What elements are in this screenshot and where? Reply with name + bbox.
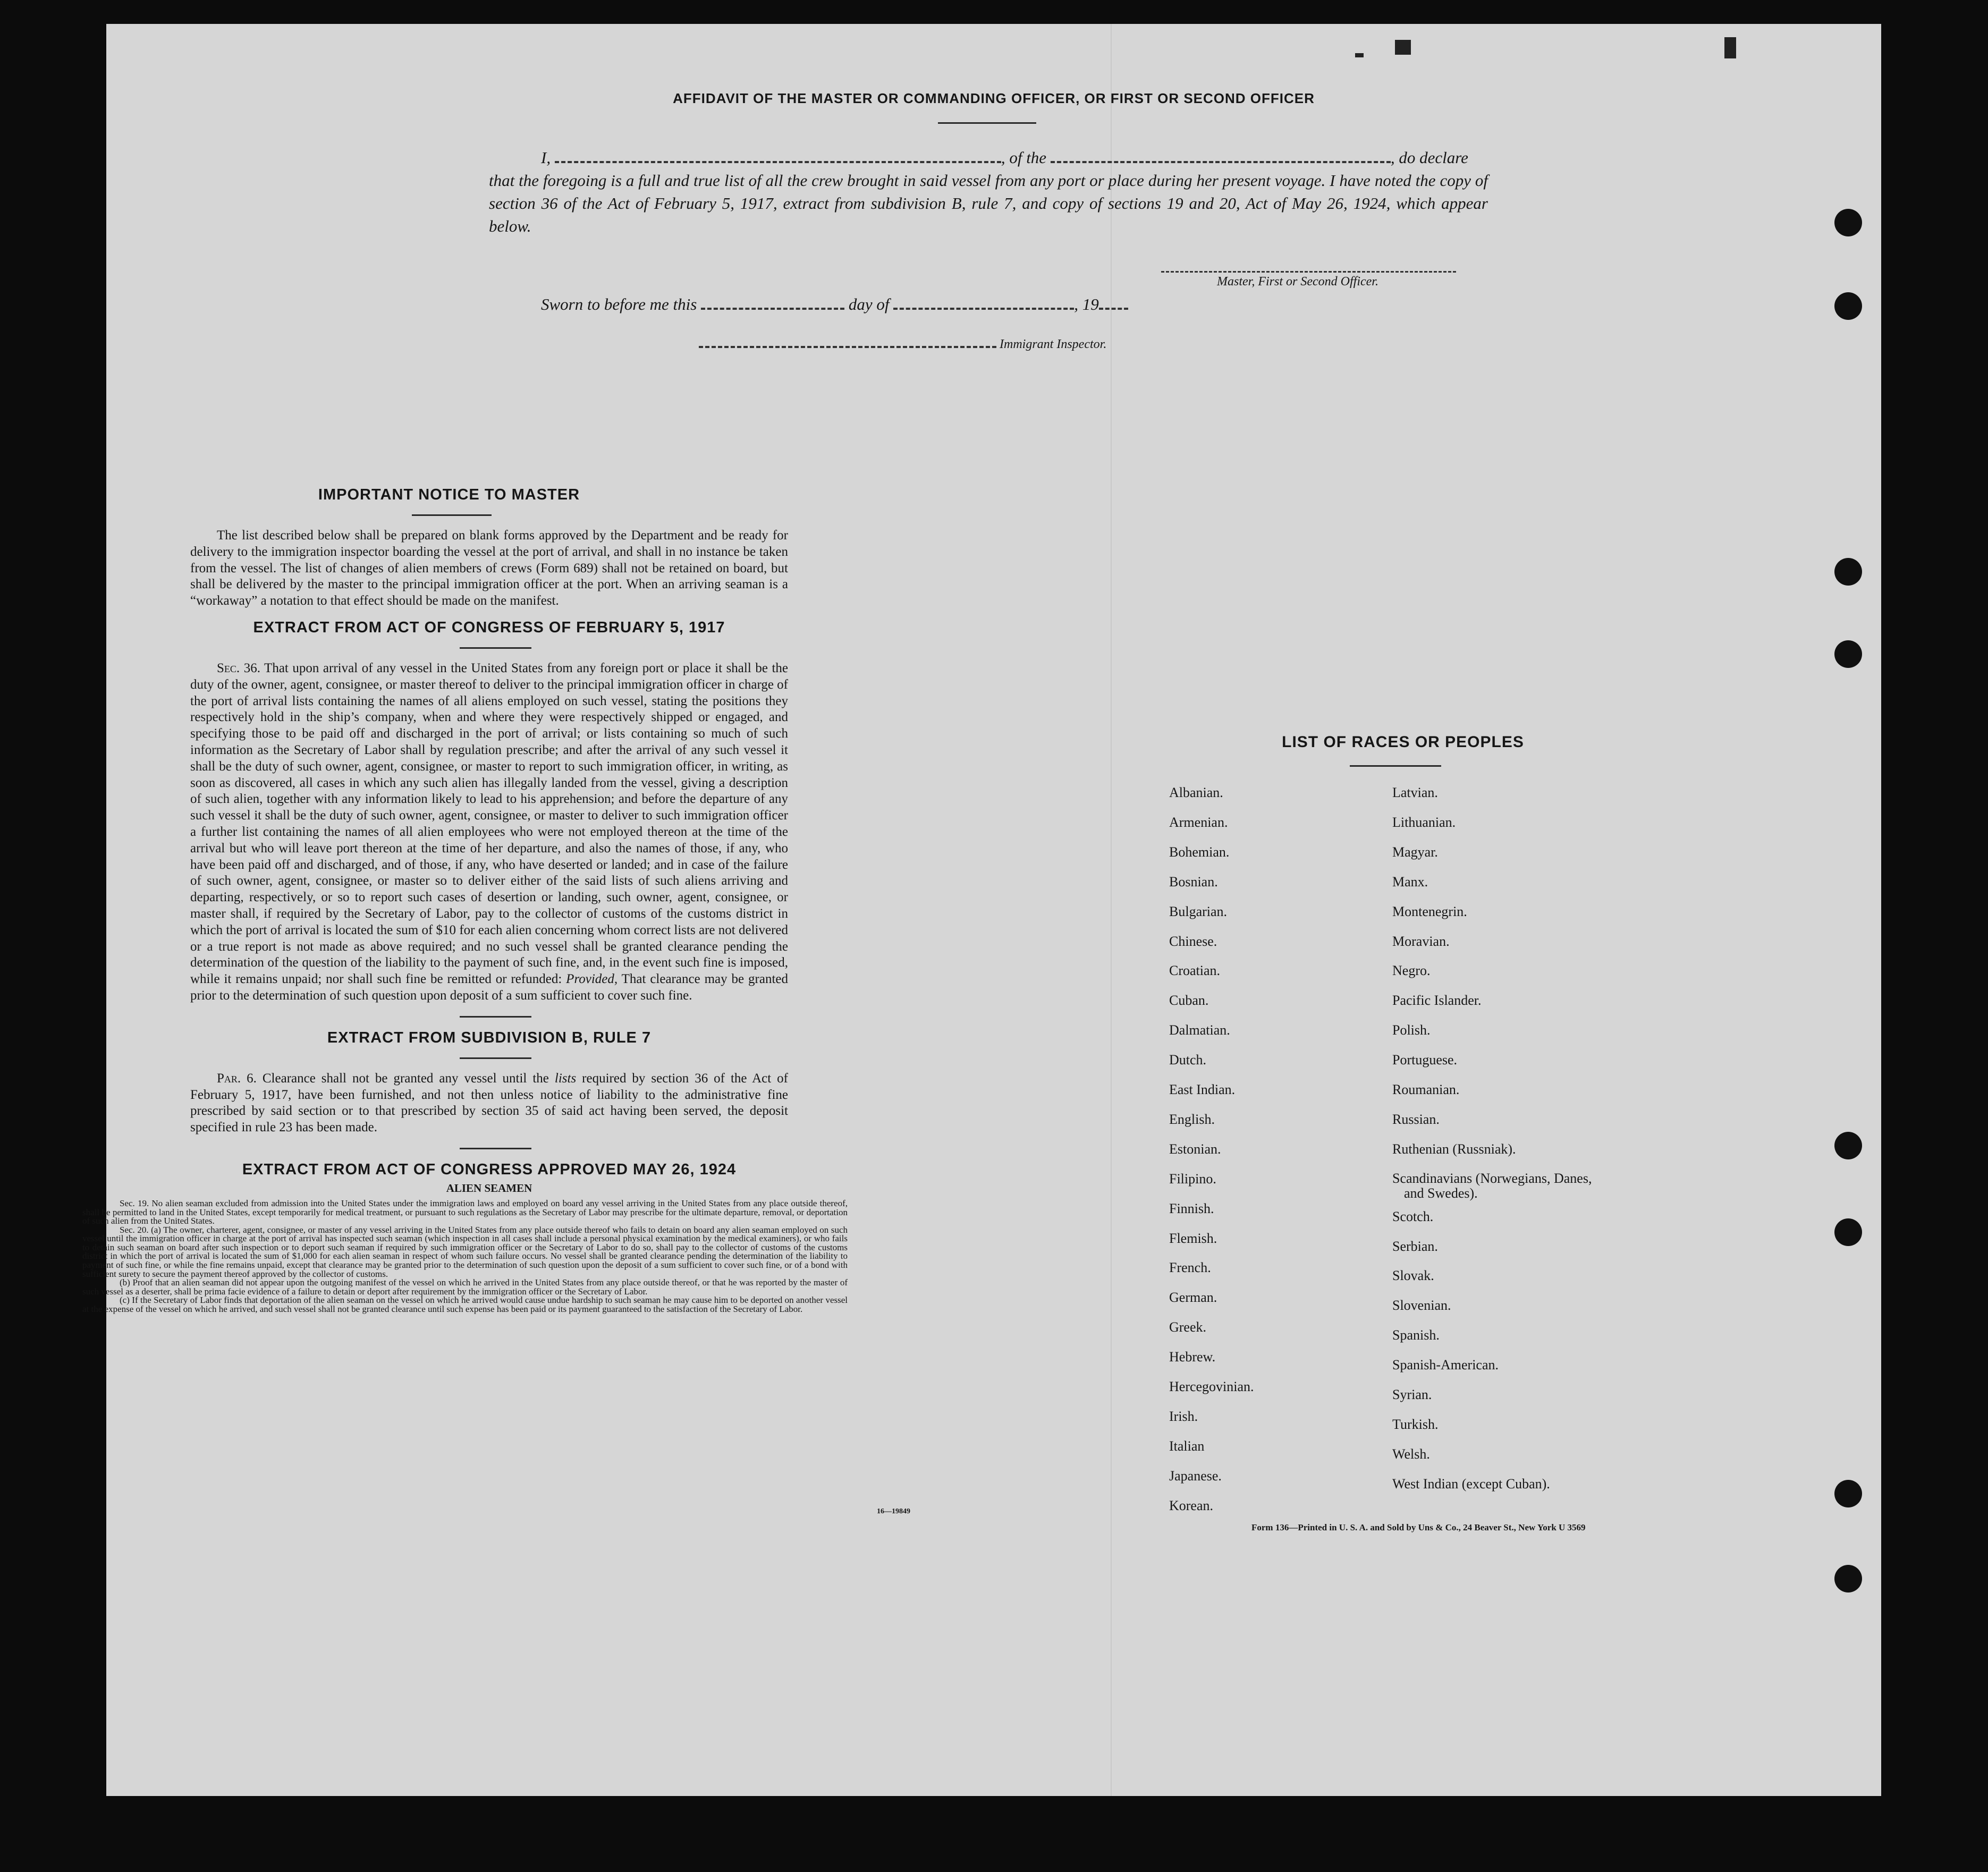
race-item: Estonian. bbox=[1169, 1141, 1221, 1157]
race-item: German. bbox=[1169, 1290, 1217, 1306]
sworn-month-blank[interactable] bbox=[893, 307, 1074, 310]
par-6-text-end: required by section 36 of the Act of February 5, 1917, have been furnished, and not then unless notice of liability to the administrative fine prescribed by said section or to that prescribed by section 35 of said act having been served, the deposit specified in rule 23 has been made. bbox=[190, 1071, 789, 1135]
extract-1924-title: EXTRACT FROM ACT OF CONGRESS APPROVED MAY 26, 1924 bbox=[242, 1161, 737, 1178]
binder-hole bbox=[1834, 1218, 1862, 1246]
sec-19-text: Sec. 19. No alien seaman excluded from admission into the United States under the immigration laws and employed on board any vessel arriving in the United States from any place outside thereof, shall be permitted to land in the United States, except temporarily for medical treatment, or pursuant to such regulations as the Secretary of Labor may prescribe for the ultimate departure, removal, or deportation of such alien from the United States. bbox=[82, 1198, 848, 1226]
par-6-text: Clearance shall not be granted any vessel until the bbox=[262, 1071, 549, 1086]
race-item: Cuban. bbox=[1169, 993, 1209, 1009]
races-rule bbox=[1350, 765, 1441, 767]
sec-20a-text: Sec. 20. (a) The owner, charterer, agent, consignee, or master of any vessel arriving in the United States from any place outside thereof who fails to detain on board any alien seaman employed on such vessel until the immigration officer in charge at the port of arrival has inspected such seaman (which inspection in all cases shall include a personal physical examination by the medical examiners), or who fails to detain such seaman on board after such inspection or to deport such seaman if required by such immigration officer or the Secretary of Labor to do so, shall pay to the collector of customs of the customs district in which the port of arrival is located the sum of $1,000 for each alien seaman in respect of whom such failure occurs. No vessel shall be granted clearance pending the determination of the liability to payment of such fine, or while the fine remains unpaid, except that clearance may be granted prior to the determination of such question upon the deposit of a sum sufficient to cover such fine, or of a bond with sufficient surety to secure the payment thereof approved by the collector of customs. bbox=[82, 1224, 848, 1279]
race-item: Chinese. bbox=[1169, 933, 1217, 949]
race-item: Slovak. bbox=[1392, 1268, 1434, 1284]
race-item: Albanian. bbox=[1169, 785, 1223, 800]
race-item: Syrian. bbox=[1392, 1387, 1432, 1403]
alien-seamen-subtitle: ALIEN SEAMEN bbox=[446, 1181, 532, 1195]
page-fold bbox=[1111, 24, 1112, 1796]
binder-hole bbox=[1834, 558, 1862, 586]
binder-hole bbox=[1834, 1480, 1862, 1507]
print-code: 16—19849 bbox=[877, 1507, 910, 1515]
race-item: Greek. bbox=[1169, 1319, 1207, 1335]
form-note: Form 136—Printed in U. S. A. and Sold by Uns & Co., 24 Beaver St., New York U 3569 bbox=[1251, 1522, 1586, 1532]
race-item: Magyar. bbox=[1392, 844, 1438, 860]
race-item: Irish. bbox=[1169, 1408, 1198, 1424]
sworn-day-blank[interactable] bbox=[701, 307, 844, 310]
legal-column bbox=[82, 486, 874, 1315]
sec-20c-text: (c) If the Secretary of Labor finds that deportation of the alien seaman on the vessel on which he arrived would cause undue hardship to such seaman he may cause him to be deported on another vessel at the expense of the vessel on which he arrived, and such vessel shall not be granted clearance until such expense has been paid or its payment guaranteed to the satisfaction of the Secretary of Labor. bbox=[82, 1295, 848, 1315]
speck bbox=[1395, 40, 1411, 55]
extract-1924-top-rule bbox=[460, 1148, 531, 1149]
rule-7-title: EXTRACT FROM SUBDIVISION B, RULE 7 bbox=[327, 1029, 652, 1046]
extract-1917-body bbox=[190, 660, 788, 1004]
race-item: Latvian. bbox=[1392, 785, 1438, 800]
race-item: Filipino. bbox=[1169, 1171, 1216, 1187]
extract-rule-top bbox=[460, 1016, 531, 1018]
race-item: Hebrew. bbox=[1169, 1349, 1216, 1365]
declare-label: , do declare bbox=[1390, 148, 1468, 167]
extract-1917-rule bbox=[460, 647, 531, 649]
race-item: Flemish. bbox=[1169, 1230, 1217, 1246]
of-the-label: , of the bbox=[1001, 148, 1047, 167]
race-item: Portuguese. bbox=[1392, 1052, 1458, 1068]
sworn-prefix: Sworn to before me this bbox=[541, 295, 697, 314]
race-item: Bulgarian. bbox=[1169, 903, 1228, 919]
race-item: Korean. bbox=[1169, 1497, 1214, 1513]
inspector-line bbox=[699, 337, 1106, 352]
title-rule bbox=[938, 122, 1036, 124]
affidavit-body bbox=[489, 146, 1488, 238]
sworn-day-label: day of bbox=[848, 295, 890, 314]
races-title: LIST OF RACES OR PEOPLES bbox=[1282, 733, 1524, 751]
speck bbox=[1724, 37, 1736, 58]
race-item: Scotch. bbox=[1392, 1208, 1434, 1224]
provided-word: Provided, bbox=[566, 972, 618, 987]
inspector-blank[interactable] bbox=[699, 345, 996, 348]
race-item: Scandinavians (Norwegians, Danes, and Swedes). bbox=[1392, 1170, 1592, 1201]
sworn-year-blank[interactable] bbox=[1099, 307, 1128, 310]
binder-hole bbox=[1834, 640, 1862, 668]
sec-20b-text: (b) Proof that an alien seaman did not appear upon the outgoing manifest of the vessel on which he arrived in the United States from any place outside thereof, or that he was reported by the master of such vessel as a deserter, shall be prima facie evidence of a failure to detain or deport after requirement by the immigration officer or the Secretary of Labor. bbox=[82, 1277, 848, 1297]
race-item: Montenegrin. bbox=[1392, 903, 1467, 919]
sworn-year-label: , 19 bbox=[1074, 295, 1099, 314]
extract-1917-title: EXTRACT FROM ACT OF CONGRESS OF FEBRUARY 5, 1917 bbox=[253, 619, 725, 636]
race-item: Bohemian. bbox=[1169, 844, 1230, 860]
affidavit-title: AFFIDAVIT OF THE MASTER OR COMMANDING OFFICER, OR FIRST OR SECOND OFFICER bbox=[673, 90, 1315, 106]
race-item: Croatian. bbox=[1169, 963, 1221, 979]
speck bbox=[1355, 53, 1364, 57]
race-item: West Indian (except Cuban). bbox=[1392, 1476, 1550, 1492]
race-item: East Indian. bbox=[1169, 1082, 1236, 1097]
race-item: Bosnian. bbox=[1169, 874, 1218, 890]
lists-word: lists bbox=[554, 1071, 577, 1086]
declarant-line bbox=[489, 146, 1488, 169]
binder-hole bbox=[1834, 1565, 1862, 1593]
race-item: Moravian. bbox=[1392, 933, 1450, 949]
declaration-text: that the foregoing is a full and true list of all the crew brought in said vessel from any port or place during her present voyage. I have noted the copy of section 36 of the Act of February 5, 1917, extract from subdivision B, rule 7, and copy of sections 19 and 20, Act of May 26, 1924, which appear below. bbox=[489, 171, 1488, 235]
race-item: Lithuanian. bbox=[1392, 814, 1456, 830]
rule-7-body bbox=[190, 1071, 788, 1136]
race-item: Spanish-American. bbox=[1392, 1357, 1499, 1373]
race-item: Welsh. bbox=[1392, 1446, 1430, 1462]
name-blank[interactable] bbox=[555, 160, 1001, 163]
sec-36-label: Sec. 36. bbox=[217, 660, 260, 675]
race-item: Turkish. bbox=[1392, 1416, 1439, 1432]
extract-1924-body bbox=[82, 1199, 848, 1314]
race-item: Italian bbox=[1169, 1438, 1205, 1454]
race-item: French. bbox=[1169, 1260, 1211, 1276]
race-item: Spanish. bbox=[1392, 1327, 1440, 1343]
race-item: Armenian. bbox=[1169, 814, 1228, 830]
inspector-caption: Immigrant Inspector. bbox=[1000, 337, 1107, 351]
race-item: Ruthenian (Russniak). bbox=[1392, 1141, 1516, 1157]
sworn-line bbox=[541, 295, 1128, 314]
race-item: Roumanian. bbox=[1392, 1082, 1460, 1097]
binder-hole bbox=[1834, 1132, 1862, 1159]
race-item: Hercegovinian. bbox=[1169, 1379, 1254, 1394]
race-item: Polish. bbox=[1392, 1022, 1431, 1038]
notice-body: The list described below shall be prepared on blank forms approved by the Department and be ready for delivery to the immigration inspector boarding the vessel at the port of arrival, and shall in no instance be taken from the vessel. The list of changes of alien members of crews (Form 689) shall not be retained on board, but shall be delivered by the master to the principal immigration officer at the port. When an arriving seaman is a “workaway” a notation to that effect should be made on the manifest. bbox=[190, 528, 788, 608]
race-item: Russian. bbox=[1392, 1111, 1440, 1127]
signature-line[interactable] bbox=[1161, 271, 1456, 273]
rule-7-rule bbox=[460, 1057, 531, 1059]
race-item: Finnish. bbox=[1169, 1200, 1214, 1216]
affidavit-i: I, bbox=[541, 148, 551, 167]
race-item: Slovenian. bbox=[1392, 1298, 1451, 1314]
race-item: English. bbox=[1169, 1111, 1215, 1127]
race-item: Japanese. bbox=[1169, 1468, 1222, 1484]
signature-caption: Master, First or Second Officer. bbox=[1217, 275, 1378, 289]
race-item: Pacific Islander. bbox=[1392, 993, 1482, 1009]
race-item: Dalmatian. bbox=[1169, 1022, 1230, 1038]
par-6-label: Par. 6. bbox=[217, 1071, 257, 1086]
notice-title: IMPORTANT NOTICE TO MASTER bbox=[318, 486, 580, 503]
race-item: Negro. bbox=[1392, 963, 1431, 979]
sec-36-text: That upon arrival of any vessel in the United States from any foreign port or place it shall be the duty of the owner, agent, consignee, or master thereof to deliver to the principal immigration officer in charge of the port of arrival lists containing the names of all aliens employed on such vessel, stating the positions they respectively hold in the ship’s company, when and where they were respectively shipped or engaged, and specifying those to be paid off and discharged in the port of arrival; or lists containing so much of such information as the Secretary of Labor shall by regulation prescribe; and after the arrival of any such vessel it shall be the duty of such owner, agent, consignee, or master to report to such immigration officer, in writing, as soon as discovered, all cases in which any such alien has illegally landed from the vessel, giving a description of such alien, together with any information likely to lead to his apprehension; and before the departure of any such vessel it shall be the duty of such owner, agent, consignee, or master to deliver to such immigration officer a further list containing the names of all alien employees who were not employed thereon at the time of the arrival but who will leave port thereon at the time of her departure, and also the names of those, if any, who have been paid off and discharged, and of those, if any, who have deserted or landed; and in case of the failure of such owner, agent, consignee, or master so to deliver either of the said lists of such aliens arriving and departing, respectively, or so to report such cases of desertion or landing, such owner, agent, consignee, or master shall, if required by the Secretary of Labor, pay to the collector of customs of the customs district in which the port of arrival is located the sum of $10 for each alien concerning whom correct lists are not delivered or a true report is not made as above required; and no such vessel shall be granted clearance pending the determination of the question of the liability to the payment of such fine, and, in the event such fine is imposed, while it remains unpaid; nor shall such fine be remitted or refunded: bbox=[190, 660, 788, 987]
race-item: Serbian. bbox=[1392, 1238, 1438, 1254]
race-item: Manx. bbox=[1392, 874, 1428, 890]
race-item: Dutch. bbox=[1169, 1052, 1207, 1068]
document-page bbox=[82, 24, 1881, 1796]
vessel-blank[interactable] bbox=[1051, 160, 1391, 163]
notice-rule bbox=[412, 514, 492, 516]
binder-hole bbox=[1834, 209, 1862, 236]
sec-36-text-end: That clearance may be granted prior to the determination of such question upon deposit of a sum sufficient to cover such fine. bbox=[190, 972, 788, 1003]
binder-hole bbox=[1834, 292, 1862, 320]
